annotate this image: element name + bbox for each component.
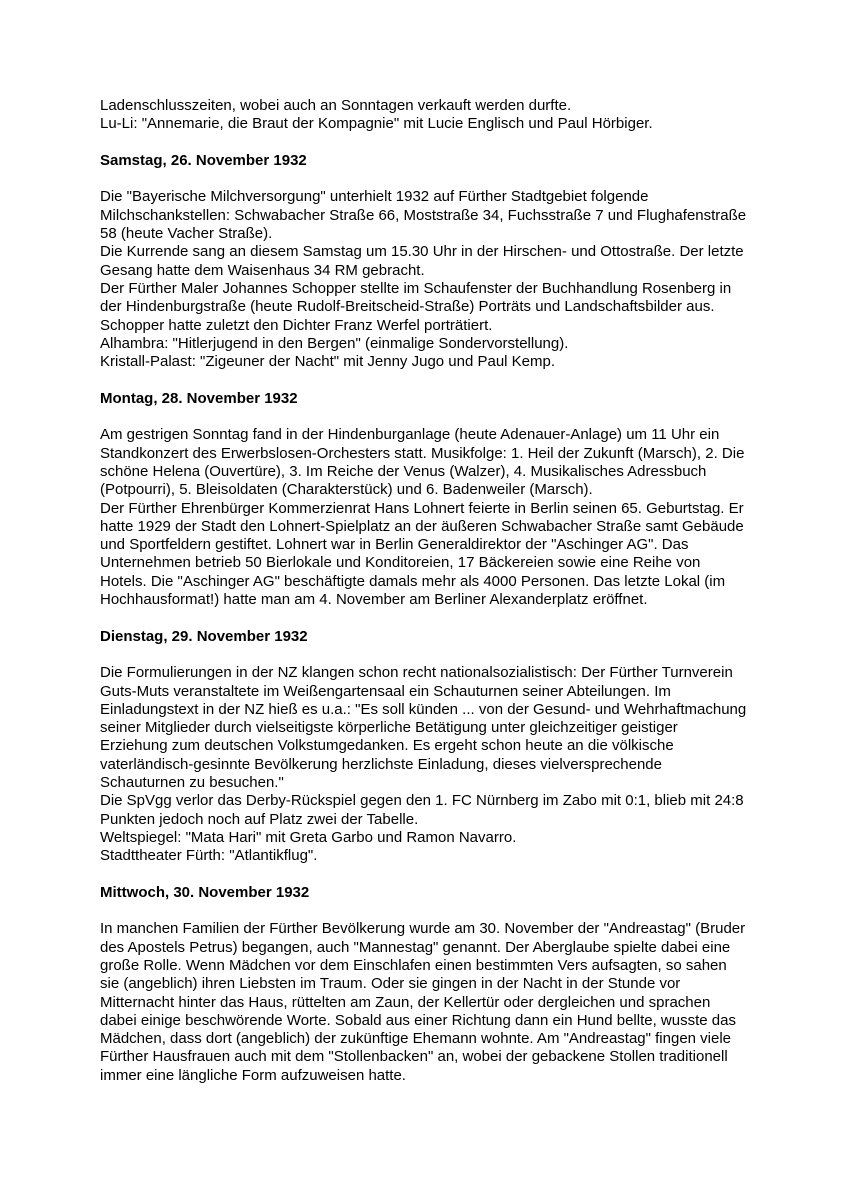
section-heading: Mittwoch, 30. November 1932: [100, 883, 310, 901]
section-heading: Dienstag, 29. November 1932: [100, 627, 308, 645]
section-dienstag-29-november-1932: [100, 628, 748, 866]
paragraph: Weltspiegel: "Mata Hari" mit Greta Garbo und Ramon Navarro.: [100, 828, 517, 846]
paragraph: Die SpVgg verlor das Derby-Rückspiel gegen den 1. FC Nürnberg im Zabo mit 0:1, blieb mit 24:8 Punkten jedoch noch auf Platz zwei der Tabelle.: [100, 792, 744, 828]
paragraph: Der Fürther Ehrenbürger Kommerzienrat Hans Lohnert feierte in Berlin seinen 65. Geburtstag. Er hatte 1929 der Stadt den Lohnert-Spielplatz an der äußeren Schwabacher Straße samt Gebäude und Sportfeldern gestiftet. Lohnert war in Berlin Generaldirektor der "Aschinger AG". Das Unternehmen betrieb 50 Bierlokale und Konditoreien, 17 Bäckereien sowie eine Reihe von Hotels. Die "Aschinger AG" beschäftigte damals mehr als 4000 Personen. Das letzte Lokal (im Hochhausformat!) hatte man am 4. November am Berliner Alexanderplatz eröffnet.: [100, 499, 744, 609]
paragraph: Die "Bayerische Milchversorgung" unterhielt 1932 auf Fürther Stadtgebiet folgende Milchschankstellen: Schwabacher Straße 66, Moststraße 34, Fuchsstraße 7 und Flughafenstraße 58 (heute Vacher Straße).: [100, 188, 747, 243]
intro-line: Lu-Li: "Annemarie, die Braut der Kompagnie" mit Lucie Englisch und Paul Hörbiger.: [100, 115, 653, 133]
section-heading: Samstag, 26. November 1932: [100, 151, 307, 169]
intro-line: Ladenschlusszeiten, wobei auch an Sonntagen verkauft werden durfte.: [100, 97, 572, 114]
paragraph: In manchen Familien der Fürther Bevölkerung wurde am 30. November der "Andreastag" (Bruder des Apostels Petrus) begangen, auch "Mannestag" genannt. Der Aberglaube spielte dabei eine große Rolle. Wenn Mädchen vor dem Einschlafen einen bestimmten Vers aufsagten, so sahen sie (angeblich) ihren Liebsten im Traum. Oder sie gingen in der Nacht in der Stunde vor Mitternacht hinter das Haus, rüttelten am Zaun, der Kellertür oder dergleichen und sprachen dabei einige beschwörende Worte. Sobald aus einer Richtung dann ein Hund bellte, wusste das Mädchen, dass dort (angeblich) der zukünftige Ehemann wohnte. Am "Andreastag" fingen viele Fürther Hausfrauen auch mit dem "Stollenbacken" an, wobei der gebackene Stollen traditionell immer eine längliche Form aufzuweisen hatte.: [100, 920, 746, 1084]
paragraph: Kristall-Palast: "Zigeuner der Nacht" mit Jenny Jugo und Paul Kemp.: [100, 353, 556, 371]
section-mittwoch-30-november-1932: [100, 884, 748, 1085]
paragraph: Der Fürther Maler Johannes Schopper stellte im Schaufenster der Buchhandlung Rosenberg in der Hindenburgstraße (heute Rudolf-Breitscheid-Straße) Porträts und Landschaftsbilder aus. Schopper hatte zuletzt den Dichter Franz Werfel porträtiert.: [100, 279, 732, 334]
section-montag-28-november-1932: [100, 390, 748, 610]
section-heading: Montag, 28. November 1932: [100, 389, 298, 407]
paragraph: Alhambra: "Hitlerjugend in den Bergen" (einmalige Sondervorstellung).: [100, 334, 569, 352]
paragraph: Die Formulierungen in der NZ klangen schon recht nationalsozialistisch: Der Fürther Turnverein Guts-Muts veranstaltete im Weißengartensaal ein Schauturnen seiner Abteilungen. Im Einladungstext in der NZ hieß es u.a.: "Es soll künden ... von der Gesund- und Wehrhaftmachung seiner Mitglieder durch vielseitigste körperliche Betätigung unter gleichzeitiger geistiger Erziehung zum deutschen Volkstumgedanken. Es ergeht schon heute an die völkische vaterländisch-gesinnte Bevölkerung herzlichste Einladung, dieses vielversprechende Schauturnen zu besuchen.": [100, 664, 747, 791]
document-content: [100, 97, 748, 1085]
paragraph: Stadttheater Fürth: "Atlantikflug".: [100, 847, 318, 865]
section-samstag-26-november-1932: [100, 152, 748, 372]
paragraph: Die Kurrende sang an diesem Samstag um 15.30 Uhr in der Hirschen- und Ottostraße. Der letzte Gesang hatte dem Waisenhaus 34 RM gebracht.: [100, 243, 744, 279]
paragraph: Am gestrigen Sonntag fand in der Hindenburganlage (heute Adenauer-Anlage) um 11 Uhr ein Standkonzert des Erwerbslosen-Orchesters statt. Musikfolge: 1. Heil der Zukunft (Marsch), 2. Die schöne Helena (Ouvertüre), 3. Im Reiche der Venus (Walzer), 4. Musikalisches Adressbuch (Potpourri), 5. Bleisoldaten (Charakterstück) und 6. Badenweiler (Marsch).: [100, 426, 745, 499]
